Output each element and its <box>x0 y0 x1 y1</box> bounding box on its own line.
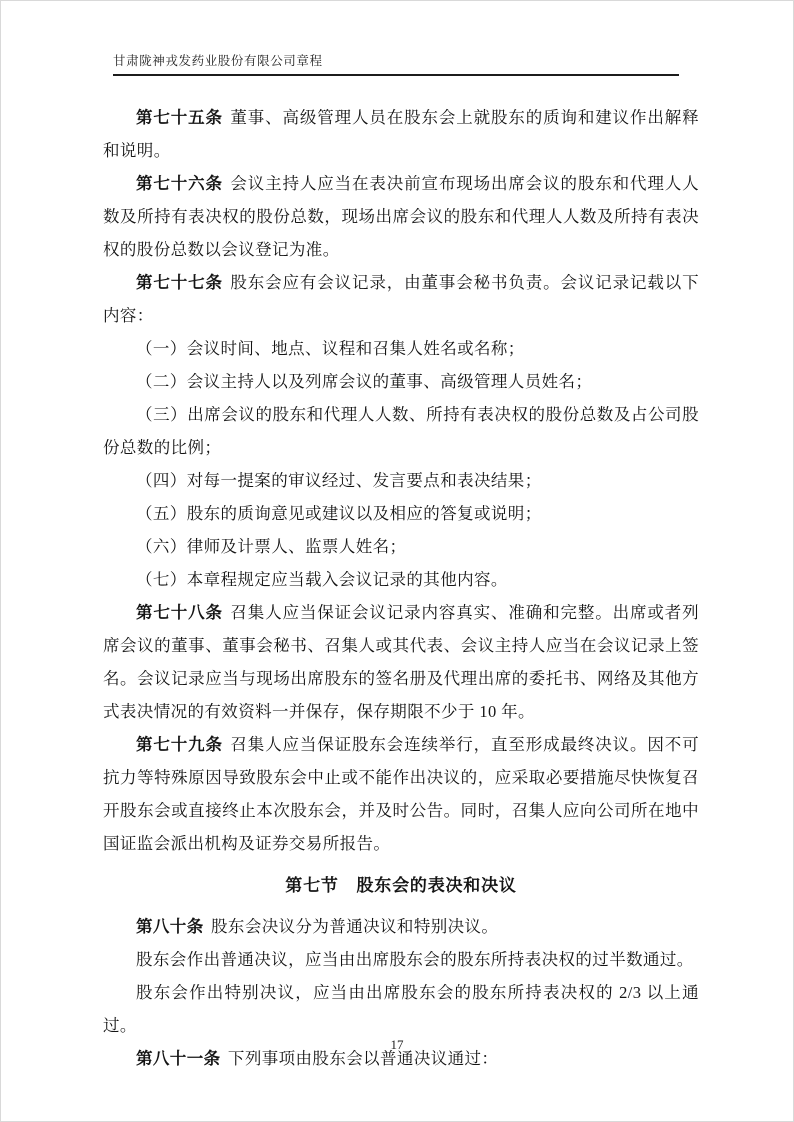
paragraph-text: 股东会作出普通决议，应当由出席股东会的股东所持表决权的过半数通过。 <box>136 950 694 969</box>
article-number: 第七十八条 <box>136 603 223 622</box>
list-item <box>103 464 699 497</box>
list-item <box>103 563 699 596</box>
list-item <box>103 398 699 464</box>
article-paragraph <box>103 167 699 266</box>
document-body <box>103 101 699 1075</box>
article-number: 第七十六条 <box>136 174 223 193</box>
list-item <box>103 497 699 530</box>
list-item <box>103 530 699 563</box>
article-paragraph <box>103 266 699 332</box>
list-item <box>103 332 699 365</box>
article-number: 第七十五条 <box>136 108 223 127</box>
article-number: 第八十条 <box>136 917 204 936</box>
list-item-text: （一）会议时间、地点、议程和召集人姓名或名称； <box>136 339 525 358</box>
article-text: 会议主持人应当在表决前宣布现场出席会议的股东和代理人人数及所持有表决权的股份总数，现场出席会议的股东和代理人人数及所持有表决权的股份总数以会议登记为准。 <box>103 174 699 259</box>
article-text: 股东会应有会议记录，由董事会秘书负责。会议记录记载以下内容： <box>103 273 699 325</box>
list-item-text: （三）出席会议的股东和代理人人数、所持有表决权的股份总数及占公司股份总数的比例； <box>103 405 699 457</box>
article-number: 第八十一条 <box>136 1049 221 1068</box>
body-paragraph <box>103 976 699 1042</box>
article-number: 第七十九条 <box>136 735 223 754</box>
header-title: 甘肃陇神戎发药业股份有限公司章程 <box>113 54 323 68</box>
article-paragraph <box>103 596 699 728</box>
body-paragraph <box>103 943 699 976</box>
list-item-text: （六）律师及计票人、监票人姓名； <box>136 537 407 556</box>
list-item-text: （四）对每一提案的审议经过、发言要点和表决结果； <box>136 471 542 490</box>
page-number: 17 <box>390 1037 404 1052</box>
article-paragraph <box>103 910 699 943</box>
article-paragraph <box>103 728 699 860</box>
article-text: 下列事项由股东会以普通决议通过： <box>227 1049 499 1068</box>
article-text: 召集人应当保证会议记录内容真实、准确和完整。出席或者列席会议的董事、董事会秘书、召集人或其代表、会议主持人应当在会议记录上签名。会议记录应当与现场出席股东的签名册及代理出席的委托书、网络及其他方式表决情况的有效资料一并保存，保存期限不少于 10 年。 <box>103 603 699 721</box>
list-item-text: （二）会议主持人以及列席会议的董事、高级管理人员姓名； <box>136 372 593 391</box>
article-paragraph <box>103 101 699 167</box>
article-text: 董事、高级管理人员在股东会上就股东的质询和建议作出解释和说明。 <box>103 108 699 160</box>
section-heading: 第七节 股东会的表决和决议 <box>285 876 517 895</box>
list-item-text: （七）本章程规定应当载入会议记录的其他内容。 <box>136 570 508 589</box>
page-footer <box>1 1037 793 1053</box>
list-item <box>103 365 699 398</box>
article-number: 第七十七条 <box>136 273 223 292</box>
list-item-text: （五）股东的质询意见或建议以及相应的答复或说明； <box>136 504 542 523</box>
page-header <box>113 51 679 76</box>
paragraph-text: 股东会作出特别决议，应当由出席股东会的股东所持表决权的 2/3 以上通过。 <box>103 983 699 1035</box>
article-text: 股东会决议分为普通决议和特别决议。 <box>211 917 499 936</box>
article-text: 召集人应当保证股东会连续举行，直至形成最终决议。因不可抗力等特殊原因导致股东会中止或不能作出决议的，应采取必要措施尽快恢复召开股东会或直接终止本次股东会，并及时公告。同时，召集人应向公司所在地中国证监会派出机构及证券交易所报告。 <box>103 735 699 853</box>
